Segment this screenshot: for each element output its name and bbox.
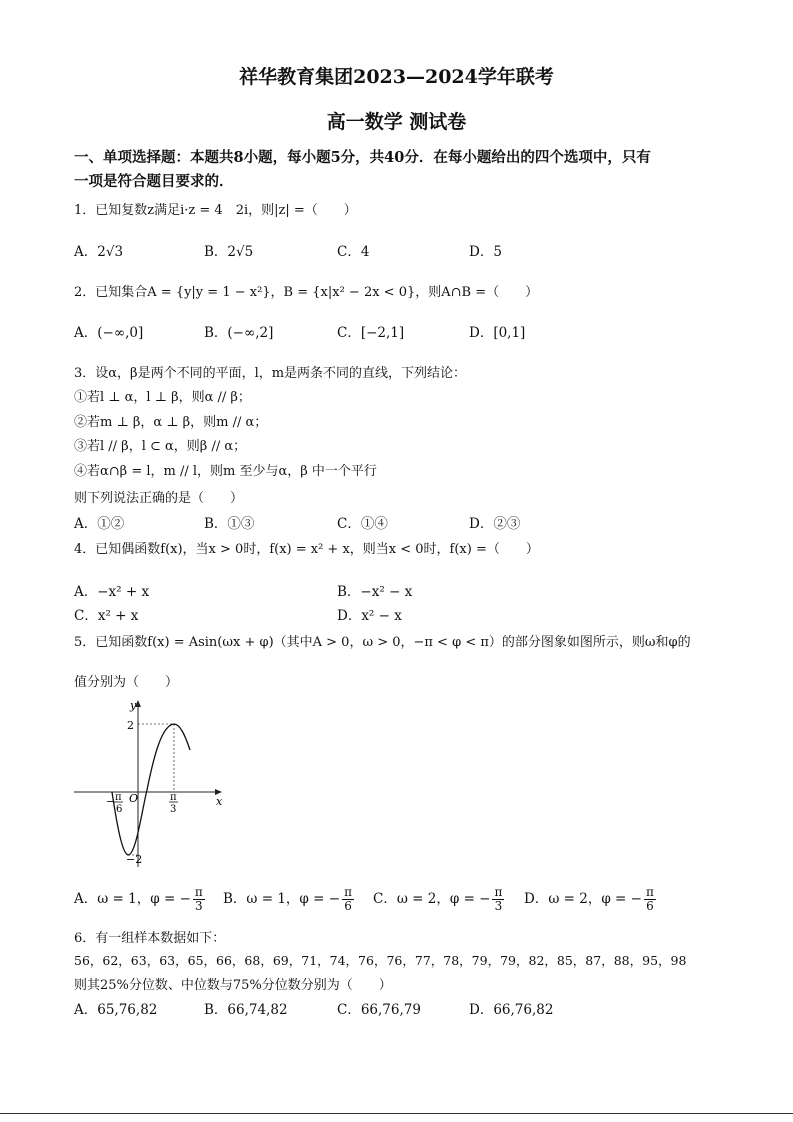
q5-stem: 5．已知函数f(x) = Asin(ωx + φ)（其中A > 0，ω > 0，−π < φ < π）的部分图象如图所示，则ω和φ的 <box>74 635 691 650</box>
q3-item-1: ①若l ⊥ α，l ⊥ β，则α // β； <box>74 390 251 405</box>
q5-option-c: C．ω = 2，φ = − $\frac{\pi}{3}$ <box>373 885 503 913</box>
x-left-den: 6 <box>116 804 123 815</box>
q3-option-c: C．①④ <box>337 516 388 532</box>
q4-option-b: B．−x² − x <box>337 584 413 600</box>
origin-label: O <box>129 792 139 805</box>
q3-ask: 则下列说法正确的是（ ） <box>74 491 244 506</box>
q4-option-a: A．−x² + x <box>74 584 150 600</box>
q6-ask: 则其25%分位数、中位数与75%分位数分别为（ ） <box>74 978 392 993</box>
q2-option-c: C．[−2,1] <box>337 325 405 341</box>
x-left-num: π <box>115 792 122 803</box>
q5-option-b: B．ω = 1，φ = − $\frac{\pi}{6}$ <box>223 885 352 913</box>
q1-stem: 1．已知复数z满足i·z = 4 2i，则|z| =（ ） <box>74 203 357 218</box>
q3-option-a: A．①② <box>74 516 125 532</box>
q5-option-a: A．ω = 1，φ = − $\frac{\pi}{3}$ <box>74 885 203 913</box>
q3-option-b: B．①③ <box>204 516 255 532</box>
x-right-den: 3 <box>170 804 177 815</box>
q6-option-b: B．66,74,82 <box>204 1002 288 1018</box>
y-axis-label: y <box>130 699 137 712</box>
q1-option-c: C．4 <box>337 244 370 260</box>
q3-item-2: ②若m ⊥ β，α ⊥ β，则m // α； <box>74 415 268 430</box>
q2-stem: 2．已知集合A = {y|y = 1 − x²}，B = {x|x² − 2x < 0}，则A∩B =（ ） <box>74 285 539 300</box>
x-axis-label: x <box>216 795 223 808</box>
q6-option-d: D．66,76,82 <box>469 1002 554 1018</box>
x-left-sign: − <box>106 795 116 808</box>
q5-stem-2: 值分别为（ ） <box>74 675 179 690</box>
exam-subtitle: 高一数学 测试卷 <box>326 111 467 133</box>
q2-option-d: D．[0,1] <box>469 325 526 341</box>
q4-option-c: C．x² + x <box>74 608 139 624</box>
exam-title: 祥华教育集团2023—2024学年联考 <box>239 66 554 88</box>
section-heading-line1: 一、单项选择题：本题共8小题，每小题5分，共40分．在每小题给出的四个选项中，只有 <box>74 149 651 166</box>
q3-item-3: ③若l // β，l ⊂ α，则β // α； <box>74 439 247 454</box>
q2-option-a: A．(−∞,0] <box>74 325 144 341</box>
q3-option-d: D．②③ <box>469 516 521 532</box>
q6-data: 56，62，63，63，65，66，68，69，71，74，76，76，77，78，79，79，82，85，87，88，95，98 <box>74 953 687 968</box>
q5-option-d: D．ω = 2，φ = − $\frac{\pi}{6}$ <box>524 885 654 913</box>
q2-option-b: B．(−∞,2] <box>204 325 274 341</box>
q6-option-c: C．66,76,79 <box>337 1002 421 1018</box>
q1-option-a: A．2√3 <box>74 244 124 260</box>
page-bottom-rule <box>0 1113 793 1114</box>
y-min-label: −2 <box>126 853 143 866</box>
sine-curve <box>112 724 190 855</box>
x-right-num: π <box>170 792 177 803</box>
q6-stem: 6．有一组样本数据如下： <box>74 931 226 946</box>
q1-option-b: B．2√5 <box>204 244 254 260</box>
q4-option-d: D．x² − x <box>337 608 402 624</box>
y-max-label: 2 <box>127 719 134 732</box>
q3-item-4: ④若α∩β = l，m // l，则m 至少与α，β 中一个平行 <box>74 464 377 479</box>
sine-graph <box>70 695 230 870</box>
q6-option-a: A．65,76,82 <box>74 1002 158 1018</box>
q3-stem: 3．设α，β是两个不同的平面，l，m是两条不同的直线，下列结论： <box>74 366 467 381</box>
q1-option-d: D．5 <box>469 244 502 260</box>
q4-stem: 4．已知偶函数f(x)，当x > 0时，f(x) = x² + x，则当x < 0时，f(x) =（ ） <box>74 542 539 557</box>
section-heading-line2: 一项是符合题目要求的． <box>74 173 234 190</box>
